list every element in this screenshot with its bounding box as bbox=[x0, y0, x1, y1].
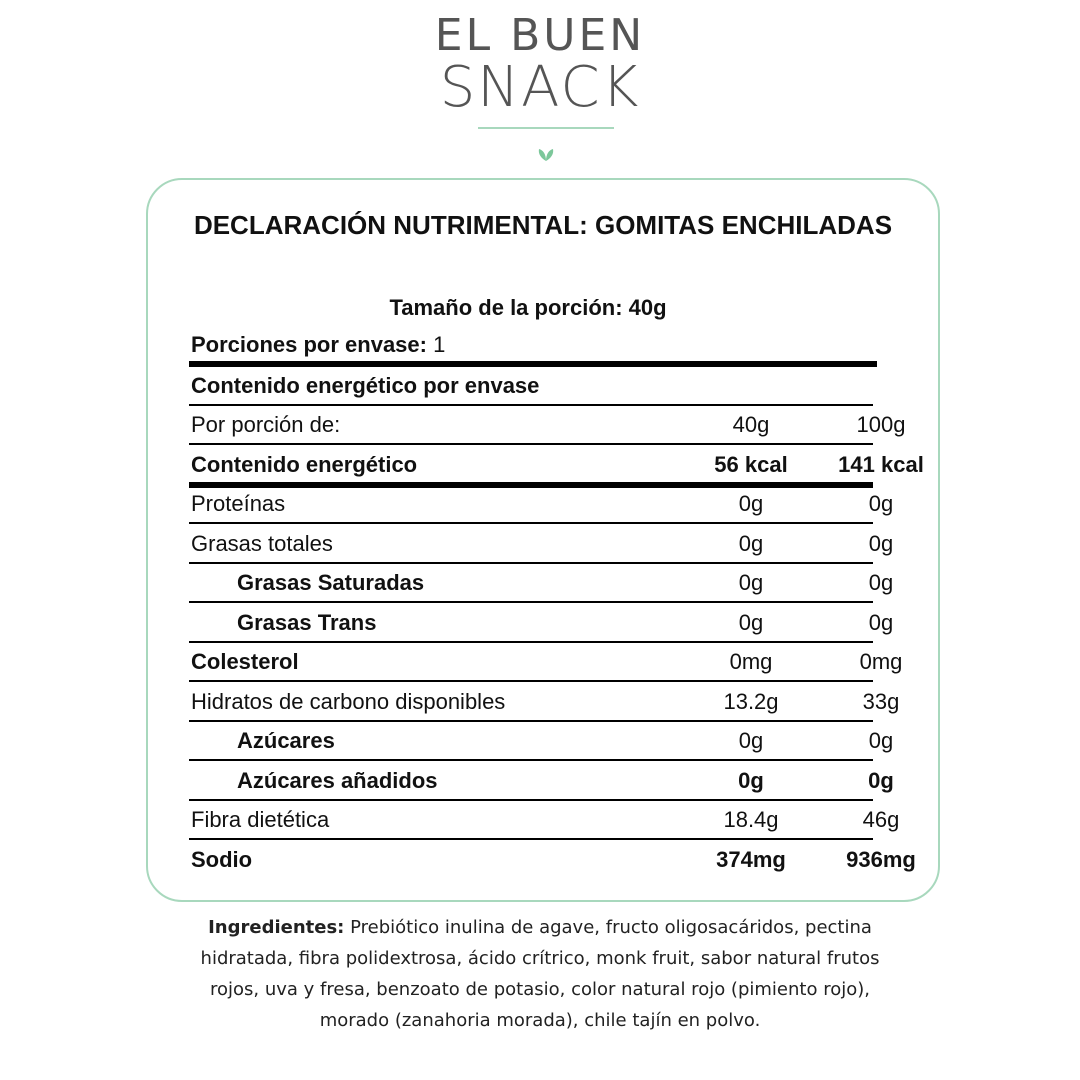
nutrient-name: Hidratos de carbono disponibles bbox=[191, 689, 506, 714]
brand-line-1: EL BUEN bbox=[434, 10, 646, 61]
servings-value: 1 bbox=[433, 332, 446, 357]
value-per-100g: 936mg bbox=[846, 847, 916, 872]
value-per-serving: 40g bbox=[732, 412, 770, 437]
table-row bbox=[191, 405, 906, 444]
table-row bbox=[191, 445, 924, 484]
nutrient-name: Proteínas bbox=[191, 491, 286, 516]
value-per-100g: 0g bbox=[868, 531, 894, 556]
serving-size: Tamaño de la porción: 40g bbox=[389, 295, 667, 320]
value-per-100g: 0g bbox=[868, 491, 894, 516]
energy-header-text: Contenido energético por envase bbox=[191, 373, 540, 398]
servings-per-package bbox=[191, 331, 881, 359]
value-per-serving: 0mg bbox=[729, 649, 773, 674]
leaf-icon bbox=[537, 148, 555, 162]
table-row bbox=[191, 800, 900, 839]
value-per-100g: 33g bbox=[862, 689, 900, 714]
value-per-100g: 0g bbox=[868, 570, 894, 595]
value-per-serving: 0g bbox=[738, 531, 764, 556]
nutrient-name: Colesterol bbox=[191, 649, 299, 674]
value-per-serving: 56 kcal bbox=[714, 452, 788, 477]
table-row bbox=[191, 721, 894, 760]
table-row bbox=[191, 484, 894, 523]
ingredients-text bbox=[180, 912, 900, 1036]
table-row bbox=[191, 642, 903, 681]
servings-label: Porciones por envase: bbox=[191, 332, 427, 357]
nutrient-name: Sodio bbox=[191, 847, 253, 872]
energy-header bbox=[191, 366, 875, 405]
nutrient-name: Grasas Trans bbox=[237, 610, 377, 635]
nutrient-name: Grasas Saturadas bbox=[237, 570, 425, 595]
value-per-100g: 100g bbox=[856, 412, 906, 437]
table-row bbox=[191, 682, 900, 721]
value-per-100g: 141 kcal bbox=[838, 452, 924, 477]
table-row bbox=[191, 840, 916, 879]
logo-divider bbox=[478, 127, 614, 129]
ingredients-list: Prebiótico inulina de agave, fructo oligosacáridos, pectina hidratada, fibra polidextrosa, ácido crítrico, monk fruit, sabor natural frutos rojos, uva y fresa, benzoato de potasio, color natural rojo (pimiento rojo), morado (zanahoria morada), chile tajín en polvo. bbox=[200, 917, 880, 1031]
nutrient-name: Por porción de: bbox=[191, 412, 341, 437]
value-per-100g: 0g bbox=[868, 768, 894, 793]
value-per-serving: 374mg bbox=[716, 847, 786, 872]
table-row bbox=[191, 761, 894, 800]
nutrient-name: Azúcares añadidos bbox=[237, 768, 438, 793]
value-per-100g: 0mg bbox=[859, 649, 903, 674]
value-per-100g: 46g bbox=[862, 807, 900, 832]
value-per-serving: 0g bbox=[738, 570, 764, 595]
value-per-serving: 0g bbox=[738, 491, 764, 516]
nutrient-name: Azúcares bbox=[237, 728, 335, 753]
nutrient-name: Grasas totales bbox=[191, 531, 333, 556]
value-per-serving: 0g bbox=[738, 768, 764, 793]
value-per-100g: 0g bbox=[868, 728, 894, 753]
value-per-100g: 0g bbox=[868, 610, 894, 635]
value-per-serving: 13.2g bbox=[723, 689, 779, 714]
value-per-serving: 18.4g bbox=[723, 807, 779, 832]
brand-logo bbox=[0, 10, 1080, 120]
value-per-serving: 0g bbox=[738, 728, 764, 753]
brand-line-2: SNACK bbox=[439, 55, 641, 120]
nutrient-name: Fibra dietética bbox=[191, 807, 330, 832]
table-row bbox=[191, 524, 894, 563]
nutrition-title: DECLARACIÓN NUTRIMENTAL: GOMITAS ENCHILADAS bbox=[193, 210, 893, 240]
ingredients-label: Ingredientes: bbox=[208, 917, 345, 938]
value-per-serving: 0g bbox=[738, 610, 764, 635]
table-row bbox=[191, 563, 894, 602]
nutrient-name: Contenido energético bbox=[191, 452, 418, 477]
table-row bbox=[191, 603, 894, 642]
